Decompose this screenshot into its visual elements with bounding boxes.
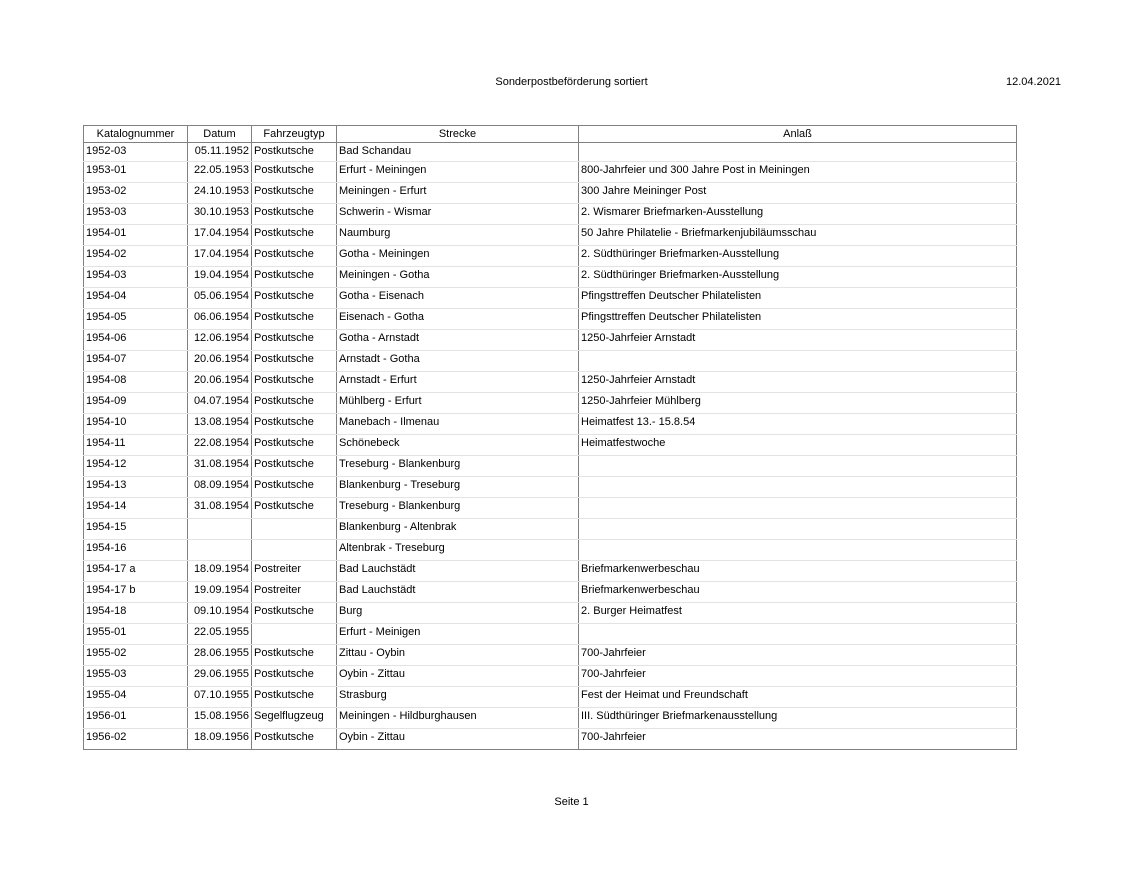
cell-datum: 09.10.1954 bbox=[188, 603, 252, 624]
cell-katalognummer: 1954-16 bbox=[84, 540, 188, 561]
cell-strecke: Burg bbox=[337, 603, 579, 624]
cell-katalognummer: 1954-05 bbox=[84, 309, 188, 330]
cell-strecke: Meiningen - Hildburghausen bbox=[337, 708, 579, 729]
cell-anlass: 700-Jahrfeier bbox=[579, 645, 1017, 666]
cell-datum: 18.09.1954 bbox=[188, 561, 252, 582]
cell-strecke: Blankenburg - Treseburg bbox=[337, 477, 579, 498]
cell-fahrzeugtyp: Postkutsche bbox=[252, 603, 337, 624]
cell-strecke: Naumburg bbox=[337, 225, 579, 246]
cell-datum: 22.08.1954 bbox=[188, 435, 252, 456]
cell-fahrzeugtyp: Postkutsche bbox=[252, 729, 337, 750]
table-row bbox=[84, 456, 1017, 477]
cell-fahrzeugtyp: Postreiter bbox=[252, 582, 337, 603]
table-row bbox=[84, 540, 1017, 561]
cell-anlass: 700-Jahrfeier bbox=[579, 666, 1017, 687]
cell-katalognummer: 1955-01 bbox=[84, 624, 188, 645]
cell-fahrzeugtyp bbox=[252, 540, 337, 561]
cell-datum: 20.06.1954 bbox=[188, 372, 252, 393]
cell-fahrzeugtyp bbox=[252, 519, 337, 540]
cell-datum: 05.06.1954 bbox=[188, 288, 252, 309]
table-row bbox=[84, 708, 1017, 729]
cell-fahrzeugtyp: Postkutsche bbox=[252, 687, 337, 708]
cell-anlass: Pfingsttreffen Deutscher Philatelisten bbox=[579, 288, 1017, 309]
cell-katalognummer: 1952-03 bbox=[84, 143, 188, 162]
cell-datum: 31.08.1954 bbox=[188, 456, 252, 477]
cell-strecke: Arnstadt - Gotha bbox=[337, 351, 579, 372]
column-header-strecke: Strecke bbox=[337, 126, 579, 143]
data-table bbox=[83, 125, 1017, 750]
cell-strecke: Strasburg bbox=[337, 687, 579, 708]
cell-fahrzeugtyp: Postkutsche bbox=[252, 498, 337, 519]
cell-katalognummer: 1954-07 bbox=[84, 351, 188, 372]
cell-fahrzeugtyp: Postkutsche bbox=[252, 372, 337, 393]
cell-fahrzeugtyp: Postkutsche bbox=[252, 246, 337, 267]
cell-anlass: Heimatfestwoche bbox=[579, 435, 1017, 456]
cell-strecke: Blankenburg - Altenbrak bbox=[337, 519, 579, 540]
cell-datum: 04.07.1954 bbox=[188, 393, 252, 414]
cell-datum: 29.06.1955 bbox=[188, 666, 252, 687]
cell-anlass bbox=[579, 624, 1017, 645]
page-header-date: 12.04.2021 bbox=[1006, 76, 1062, 88]
cell-strecke: Meiningen - Gotha bbox=[337, 267, 579, 288]
table-row bbox=[84, 477, 1017, 498]
cell-anlass bbox=[579, 456, 1017, 477]
cell-fahrzeugtyp: Postkutsche bbox=[252, 393, 337, 414]
cell-anlass bbox=[579, 351, 1017, 372]
cell-datum: 28.06.1955 bbox=[188, 645, 252, 666]
cell-fahrzeugtyp: Postkutsche bbox=[252, 477, 337, 498]
cell-fahrzeugtyp: Postkutsche bbox=[252, 162, 337, 183]
cell-anlass: 300 Jahre Meininger Post bbox=[579, 183, 1017, 204]
cell-datum: 15.08.1956 bbox=[188, 708, 252, 729]
cell-katalognummer: 1954-08 bbox=[84, 372, 188, 393]
table-row bbox=[84, 372, 1017, 393]
cell-anlass: 2. Burger Heimatfest bbox=[579, 603, 1017, 624]
cell-anlass: Heimatfest 13.- 15.8.54 bbox=[579, 414, 1017, 435]
cell-datum: 30.10.1953 bbox=[188, 204, 252, 225]
cell-anlass: III. Südthüringer Briefmarkenausstellung bbox=[579, 708, 1017, 729]
cell-katalognummer: 1954-03 bbox=[84, 267, 188, 288]
cell-fahrzeugtyp: Postkutsche bbox=[252, 435, 337, 456]
cell-fahrzeugtyp: Postkutsche bbox=[252, 204, 337, 225]
cell-fahrzeugtyp: Postkutsche bbox=[252, 645, 337, 666]
table-row bbox=[84, 603, 1017, 624]
table-row bbox=[84, 330, 1017, 351]
cell-strecke: Gotha - Arnstadt bbox=[337, 330, 579, 351]
table-row bbox=[84, 267, 1017, 288]
cell-anlass bbox=[579, 477, 1017, 498]
cell-strecke: Bad Lauchstädt bbox=[337, 582, 579, 603]
cell-katalognummer: 1954-17 b bbox=[84, 582, 188, 603]
table-row bbox=[84, 561, 1017, 582]
cell-fahrzeugtyp: Postkutsche bbox=[252, 666, 337, 687]
cell-katalognummer: 1954-01 bbox=[84, 225, 188, 246]
cell-anlass: 2. Wismarer Briefmarken-Ausstellung bbox=[579, 204, 1017, 225]
cell-katalognummer: 1956-02 bbox=[84, 729, 188, 750]
table-row bbox=[84, 519, 1017, 540]
table-row bbox=[84, 288, 1017, 309]
cell-strecke: Eisenach - Gotha bbox=[337, 309, 579, 330]
cell-katalognummer: 1954-17 a bbox=[84, 561, 188, 582]
table-row bbox=[84, 666, 1017, 687]
column-header-anlass: Anlaß bbox=[579, 126, 1017, 143]
cell-katalognummer: 1955-04 bbox=[84, 687, 188, 708]
cell-datum bbox=[188, 540, 252, 561]
column-header-katalognummer: Katalognummer bbox=[84, 126, 188, 143]
cell-fahrzeugtyp: Postkutsche bbox=[252, 225, 337, 246]
cell-strecke: Gotha - Meiningen bbox=[337, 246, 579, 267]
cell-datum bbox=[188, 519, 252, 540]
cell-strecke: Gotha - Eisenach bbox=[337, 288, 579, 309]
cell-anlass bbox=[579, 540, 1017, 561]
cell-katalognummer: 1956-01 bbox=[84, 708, 188, 729]
cell-katalognummer: 1954-02 bbox=[84, 246, 188, 267]
cell-datum: 22.05.1953 bbox=[188, 162, 252, 183]
cell-datum: 07.10.1955 bbox=[188, 687, 252, 708]
cell-katalognummer: 1954-15 bbox=[84, 519, 188, 540]
cell-katalognummer: 1954-04 bbox=[84, 288, 188, 309]
cell-strecke: Treseburg - Blankenburg bbox=[337, 498, 579, 519]
cell-katalognummer: 1954-18 bbox=[84, 603, 188, 624]
cell-datum: 18.09.1956 bbox=[188, 729, 252, 750]
cell-katalognummer: 1953-01 bbox=[84, 162, 188, 183]
cell-fahrzeugtyp: Postkutsche bbox=[252, 351, 337, 372]
cell-anlass bbox=[579, 498, 1017, 519]
cell-fahrzeugtyp: Postkutsche bbox=[252, 330, 337, 351]
cell-datum: 13.08.1954 bbox=[188, 414, 252, 435]
cell-strecke: Altenbrak - Treseburg bbox=[337, 540, 579, 561]
cell-anlass: 800-Jahrfeier und 300 Jahre Post in Meiningen bbox=[579, 162, 1017, 183]
table-row bbox=[84, 162, 1017, 183]
cell-katalognummer: 1953-03 bbox=[84, 204, 188, 225]
cell-fahrzeugtyp: Postkutsche bbox=[252, 267, 337, 288]
table-row bbox=[84, 498, 1017, 519]
table-row bbox=[84, 143, 1017, 162]
cell-anlass: 2. Südthüringer Briefmarken-Ausstellung bbox=[579, 246, 1017, 267]
cell-strecke: Oybin - Zittau bbox=[337, 729, 579, 750]
cell-anlass bbox=[579, 519, 1017, 540]
table-row bbox=[84, 246, 1017, 267]
table-row bbox=[84, 645, 1017, 666]
cell-anlass: 700-Jahrfeier bbox=[579, 729, 1017, 750]
cell-datum: 19.09.1954 bbox=[188, 582, 252, 603]
cell-datum: 12.06.1954 bbox=[188, 330, 252, 351]
cell-datum: 17.04.1954 bbox=[188, 225, 252, 246]
column-header-fahrzeugtyp: Fahrzeugtyp bbox=[252, 126, 337, 143]
table-row bbox=[84, 687, 1017, 708]
cell-anlass: Fest der Heimat und Freundschaft bbox=[579, 687, 1017, 708]
cell-datum: 08.09.1954 bbox=[188, 477, 252, 498]
cell-strecke: Bad Schandau bbox=[337, 143, 579, 162]
cell-strecke: Treseburg - Blankenburg bbox=[337, 456, 579, 477]
cell-katalognummer: 1954-11 bbox=[84, 435, 188, 456]
table-row bbox=[84, 309, 1017, 330]
table-row bbox=[84, 225, 1017, 246]
table-row bbox=[84, 414, 1017, 435]
cell-katalognummer: 1955-03 bbox=[84, 666, 188, 687]
table-row bbox=[84, 351, 1017, 372]
cell-anlass: Briefmarkenwerbeschau bbox=[579, 582, 1017, 603]
cell-strecke: Manebach - Ilmenau bbox=[337, 414, 579, 435]
table-row bbox=[84, 582, 1017, 603]
cell-fahrzeugtyp: Postreiter bbox=[252, 561, 337, 582]
table-row bbox=[84, 729, 1017, 750]
cell-strecke: Schwerin - Wismar bbox=[337, 204, 579, 225]
cell-datum: 20.06.1954 bbox=[188, 351, 252, 372]
cell-strecke: Arnstadt - Erfurt bbox=[337, 372, 579, 393]
column-header-datum: Datum bbox=[188, 126, 252, 143]
table-row bbox=[84, 624, 1017, 645]
page-header-title: Sonderpostbeförderung sortiert bbox=[495, 76, 648, 88]
cell-katalognummer: 1954-14 bbox=[84, 498, 188, 519]
cell-strecke: Erfurt - Meinigen bbox=[337, 624, 579, 645]
cell-strecke: Schönebeck bbox=[337, 435, 579, 456]
cell-datum: 19.04.1954 bbox=[188, 267, 252, 288]
cell-anlass: Briefmarkenwerbeschau bbox=[579, 561, 1017, 582]
table-row bbox=[84, 204, 1017, 225]
cell-fahrzeugtyp: Postkutsche bbox=[252, 456, 337, 477]
cell-anlass: 2. Südthüringer Briefmarken-Ausstellung bbox=[579, 267, 1017, 288]
table-row bbox=[84, 183, 1017, 204]
cell-katalognummer: 1954-09 bbox=[84, 393, 188, 414]
cell-fahrzeugtyp: Postkutsche bbox=[252, 309, 337, 330]
cell-fahrzeugtyp: Segelflugzeug bbox=[252, 708, 337, 729]
cell-katalognummer: 1954-06 bbox=[84, 330, 188, 351]
cell-fahrzeugtyp: Postkutsche bbox=[252, 183, 337, 204]
table-row bbox=[84, 393, 1017, 414]
cell-katalognummer: 1954-13 bbox=[84, 477, 188, 498]
cell-anlass: 1250-Jahrfeier Arnstadt bbox=[579, 372, 1017, 393]
cell-datum: 17.04.1954 bbox=[188, 246, 252, 267]
cell-fahrzeugtyp: Postkutsche bbox=[252, 414, 337, 435]
cell-datum: 31.08.1954 bbox=[188, 498, 252, 519]
cell-katalognummer: 1953-02 bbox=[84, 183, 188, 204]
cell-fahrzeugtyp bbox=[252, 624, 337, 645]
cell-datum: 24.10.1953 bbox=[188, 183, 252, 204]
cell-datum: 05.11.1952 bbox=[188, 143, 252, 162]
cell-katalognummer: 1955-02 bbox=[84, 645, 188, 666]
cell-anlass: Pfingsttreffen Deutscher Philatelisten bbox=[579, 309, 1017, 330]
cell-anlass bbox=[579, 143, 1017, 162]
cell-anlass: 50 Jahre Philatelie - Briefmarkenjubiläumsschau bbox=[579, 225, 1017, 246]
cell-strecke: Meiningen - Erfurt bbox=[337, 183, 579, 204]
cell-katalognummer: 1954-10 bbox=[84, 414, 188, 435]
cell-strecke: Oybin - Zittau bbox=[337, 666, 579, 687]
cell-datum: 22.05.1955 bbox=[188, 624, 252, 645]
cell-fahrzeugtyp: Postkutsche bbox=[252, 288, 337, 309]
cell-katalognummer: 1954-12 bbox=[84, 456, 188, 477]
table-header-row bbox=[84, 126, 1017, 143]
cell-strecke: Bad Lauchstädt bbox=[337, 561, 579, 582]
cell-anlass: 1250-Jahrfeier Mühlberg bbox=[579, 393, 1017, 414]
cell-datum: 06.06.1954 bbox=[188, 309, 252, 330]
cell-strecke: Zittau - Oybin bbox=[337, 645, 579, 666]
cell-strecke: Mühlberg - Erfurt bbox=[337, 393, 579, 414]
table-row bbox=[84, 435, 1017, 456]
cell-fahrzeugtyp: Postkutsche bbox=[252, 143, 337, 162]
table-body bbox=[84, 143, 1017, 750]
cell-anlass: 1250-Jahrfeier Arnstadt bbox=[579, 330, 1017, 351]
cell-strecke: Erfurt - Meiningen bbox=[337, 162, 579, 183]
page-footer: Seite 1 bbox=[554, 796, 589, 808]
